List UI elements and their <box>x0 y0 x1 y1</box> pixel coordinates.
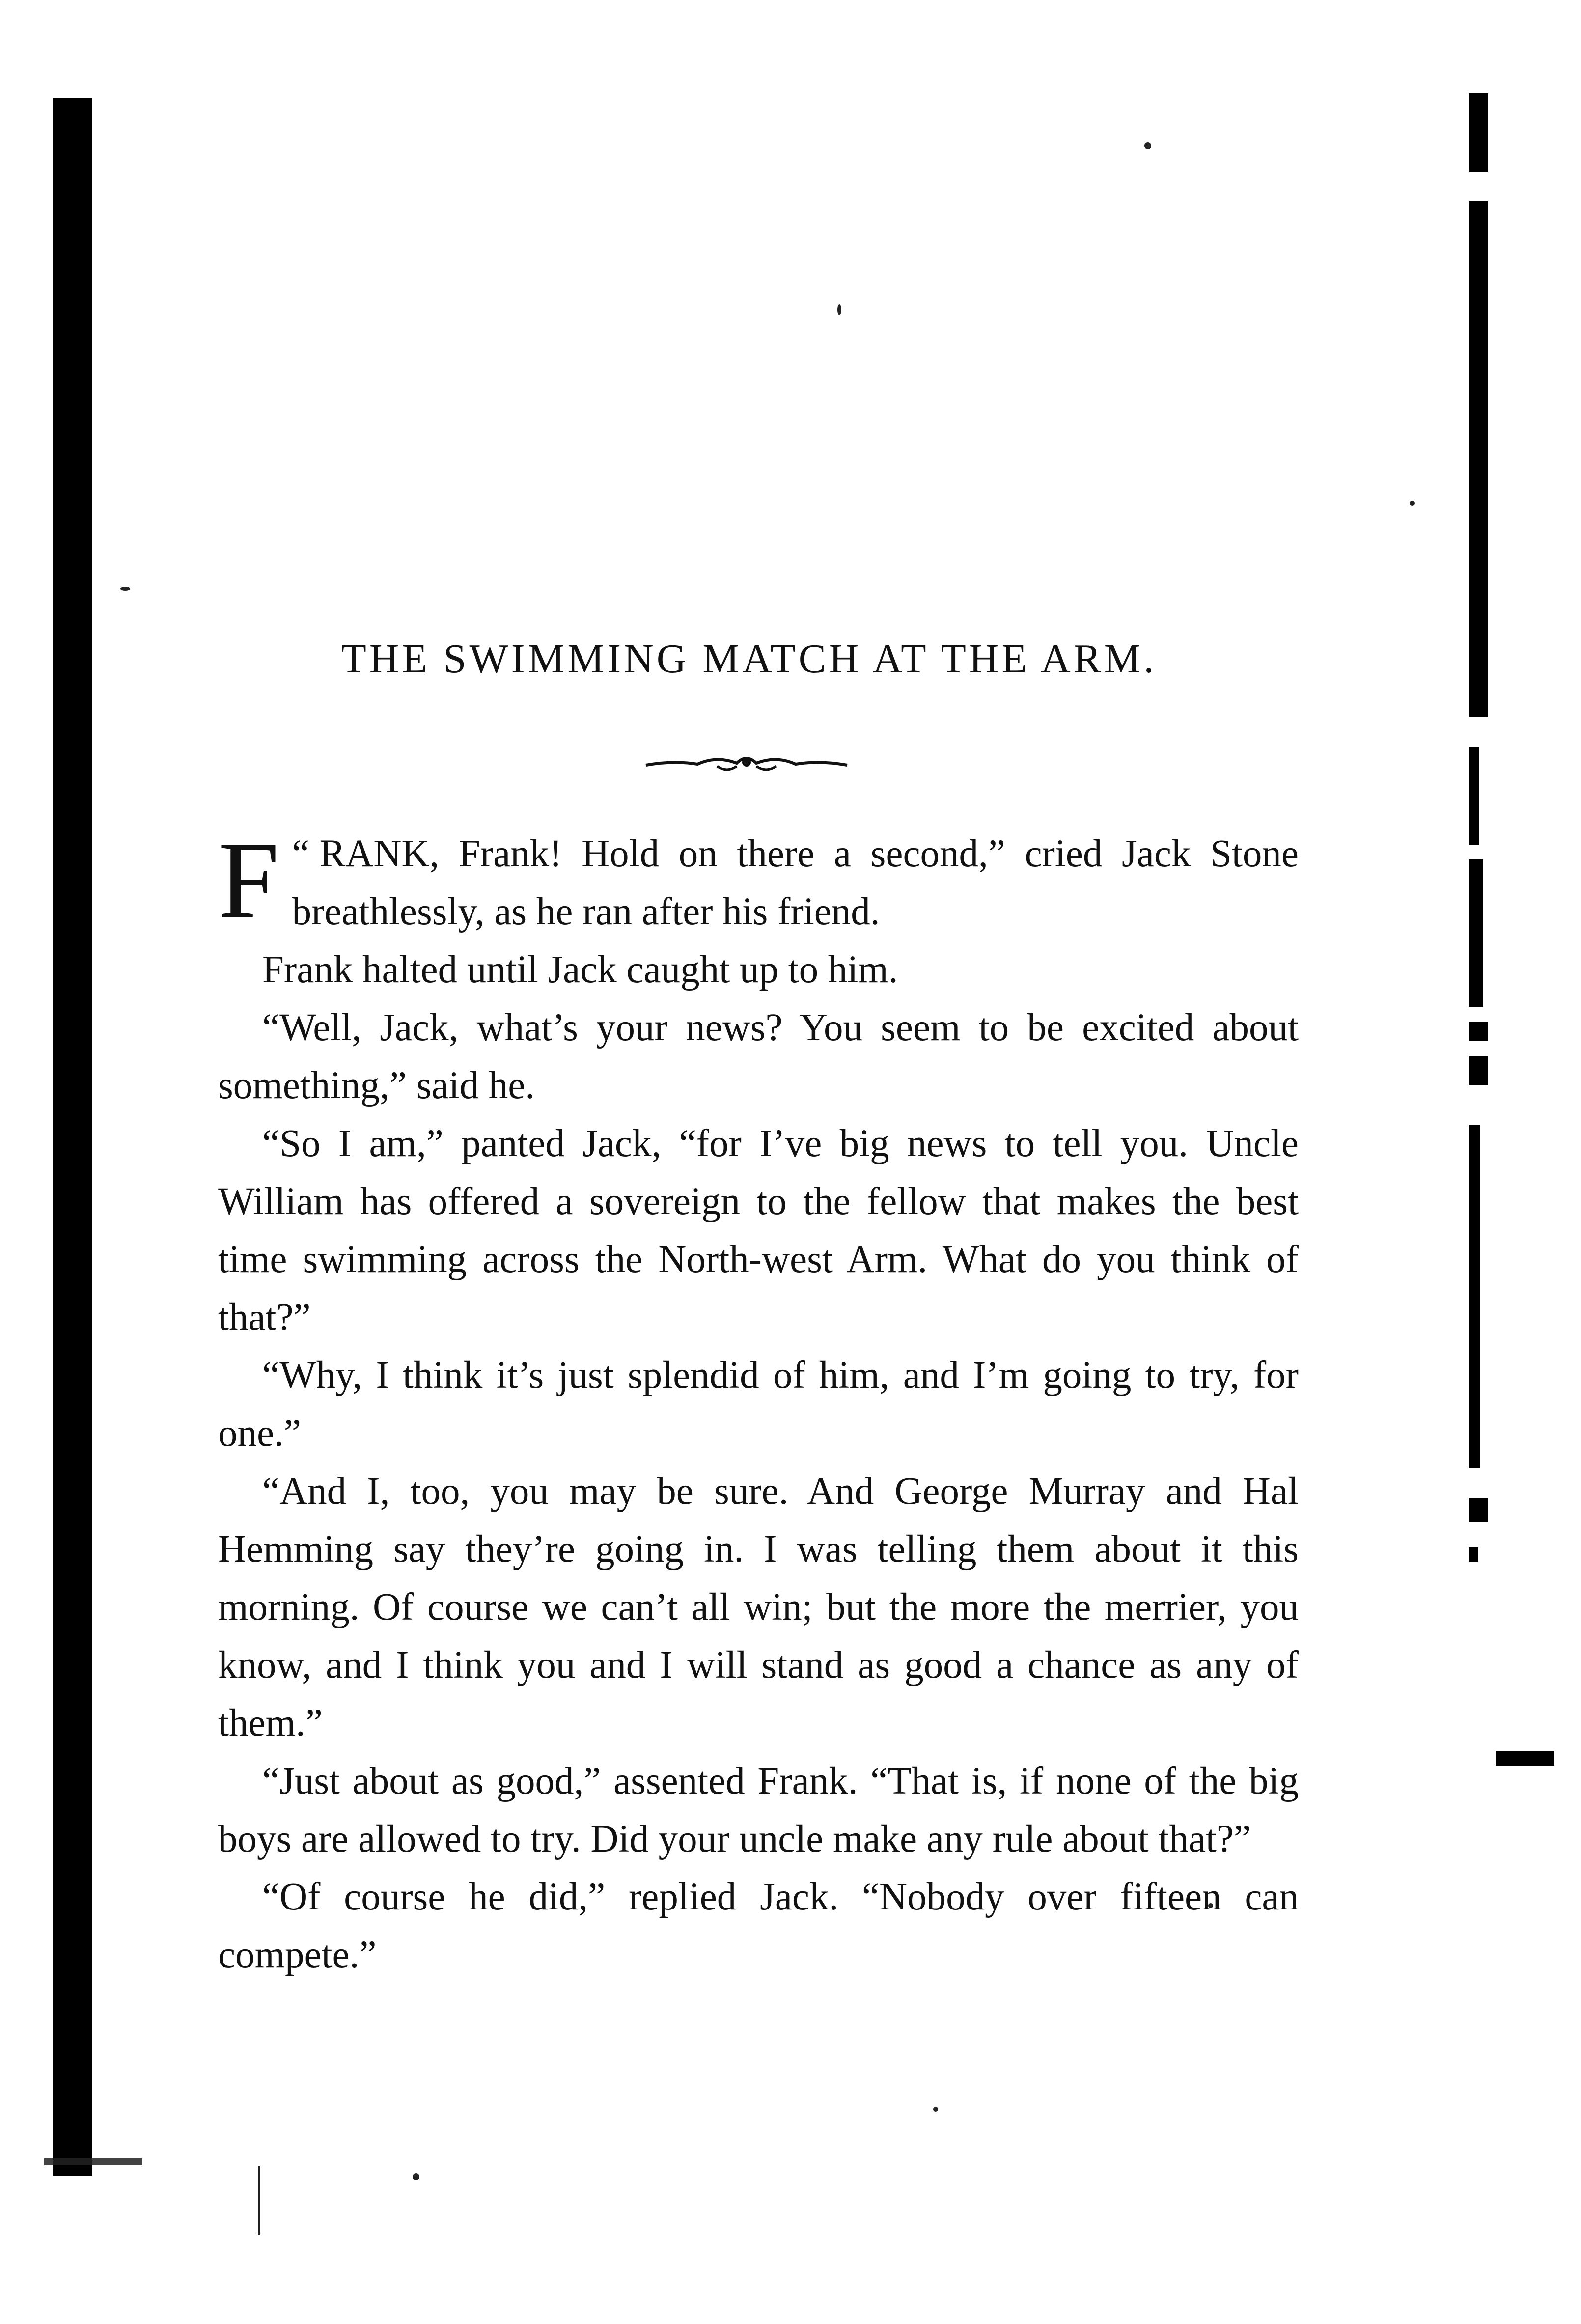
edge-band <box>1469 93 1488 172</box>
paragraph-5: “Why, I think it’s just splendid of him, and I’m going to try, for one.” <box>218 1354 1299 1455</box>
chapter-title: THE SWIMMING MATCH AT THE ARM. <box>341 636 1157 682</box>
scan-speck <box>933 2107 938 2112</box>
edge-band <box>1469 1498 1488 1522</box>
scan-speck <box>1410 501 1415 506</box>
story-text <box>218 819 1299 1984</box>
edge-band <box>1469 1125 1480 1468</box>
left-binding-shadow <box>53 98 92 2176</box>
edge-band <box>1469 1056 1488 1085</box>
paragraph-4: “So I am,” panted Jack, “for I’ve big news to tell you. Uncle William has offered a sovereign to the fellow that makes the best time swimming across the North-west Arm. What do you think of that?” <box>218 1122 1299 1339</box>
right-edge-notch <box>1496 1751 1554 1766</box>
scan-speck <box>1144 142 1151 149</box>
paragraph-text: RANK, Frank! Hold on there a second,” cried Jack Stone breathlessly, as he ran after his friend. <box>292 832 1299 933</box>
edge-band <box>1469 859 1483 1007</box>
paragraph-3: “Well, Jack, what’s your news? You seem to be excited about something,” said he. <box>218 1006 1299 1107</box>
paragraph-2: Frank halted until Jack caught up to him. <box>262 948 898 991</box>
paragraph-7: “Just about as good,” assented Frank. “That is, if none of the big boys are allowed to try. Did your uncle make any rule about that?” <box>218 1760 1299 1860</box>
edge-band <box>1469 1022 1488 1041</box>
scan-speck <box>258 2166 260 2235</box>
edge-band <box>1469 747 1479 845</box>
edge-band <box>1469 201 1488 717</box>
left-binding-base <box>44 2158 142 2165</box>
title-ornament <box>643 751 850 776</box>
paragraph-1 <box>218 819 1299 941</box>
edge-band <box>1469 1547 1478 1562</box>
opening-quote: “ <box>292 832 309 875</box>
paragraph-6: “And I, too, you may be sure. And George Murray and Hal Hemming say they’re going in. I was telling them about it this morning. Of course we can’t all win; but the more the merrier, you know, and I think you and I will stand as good a chance as any of them.” <box>218 1470 1299 1744</box>
right-page-edge <box>1469 93 1488 1493</box>
drop-cap: F <box>218 819 279 941</box>
scan-speck <box>120 587 130 591</box>
paragraph-8: “Of course he did,” replied Jack. “Nobody over fifteen can compete.” <box>218 1876 1299 1976</box>
scan-speck <box>837 304 841 315</box>
scan-speck <box>413 2173 419 2180</box>
